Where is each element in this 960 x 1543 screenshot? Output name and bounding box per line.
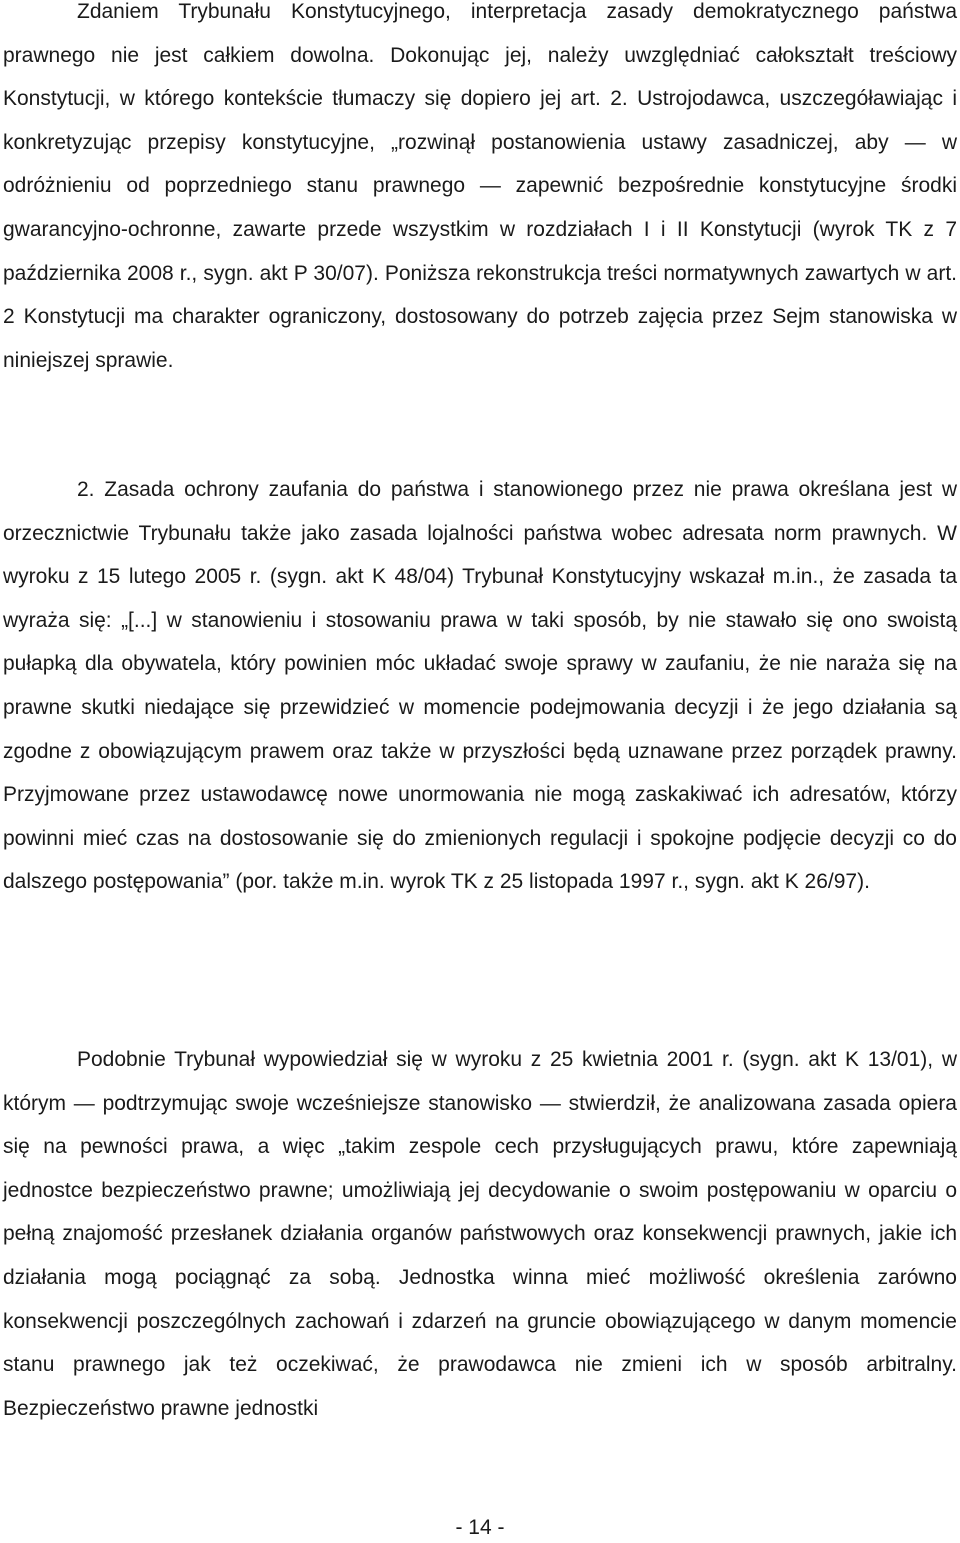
paragraph-legal-certainty: Podobnie Trybunał wypowiedział się w wyroku z 25 kwietnia 2001 r. (sygn. akt K 13/01), w którym — podtrzymując swoje wcześniejsze stanowisko — stwierdził, że analizowana zasada opiera się na pewności prawa, a więc „takim zespole cech przysługujących prawu, które zapewniają jednostce bezpieczeństwo prawne; umożliwiają jej decydowanie o swoim postępowaniu w oparciu o pełną znajomość przesłanek działania organów państwowych oraz konsekwencji prawnych, jakie ich działania mogą pociągnąć za sobą. Jednostka winna mieć możliwość określenia zarówno konsekwencji poszczególnych zachowań i zdarzeń na gruncie obowiązującego w danym momencie stanu prawnego jak też oczekiwać, że prawodawca nie zmieni ich w sposób arbitralny. Bezpieczeństwo prawne jednostki <box>3 1048 957 1420</box>
paragraph-trust-principle: 2. Zasada ochrony zaufania do państwa i stanowionego przez nie prawa określana jest w orzecznictwie Trybunału także jako zasada lojalności państwa wobec adresata norm prawnych. W wyroku z 15 lutego 2005 r. (sygn. akt K 48/04) Trybunał Konstytucyjny wskazał m.in., że zasada ta wyraża się: „[...] w stanowieniu i stosowaniu prawa w taki sposób, by nie stawało się ono swoistą pułapką dla obywatela, który powinien móc układać swoje sprawy w zaufaniu, że nie naraża się na prawne skutki niedające się przewidzieć w momencie podejmowania decyzji i że jego działania są zgodne z obowiązującym prawem oraz także w przyszłości będą uznawane przez porządek prawny. Przyjmowane przez ustawodawcę nowe unormowania nie mogą zaskakiwać ich adresatów, którzy powinni mieć czas na dostosowanie się do zmienionych regulacji i spokojne podjęcie decyzji co do dalszego postępowania” (por. także m.in. wyrok TK z 25 listopada 1997 r., sygn. akt K 26/97). <box>3 478 957 894</box>
page-number: - 14 - <box>455 1516 505 1539</box>
paragraph-constitutional-interpretation: Zdaniem Trybunału Konstytucyjnego, interpretacja zasady demokratycznego państwa prawnego nie jest całkiem dowolna. Dokonując jej, należy uwzględniać całokształt treściowy Konstytucji, w którego kontekście tłumaczy się dopiero jej art. 2. Ustrojodawca, uszczegóławiając i konkretyzując przepisy konstytucyjne, „rozwinął postanowienia ustawy zasadniczej, aby — w odróżnieniu od poprzedniego stanu prawnego — zapewnić bezpośrednie konstytucyjne środki gwarancyjno-ochronne, zawarte przede wszystkim w rozdziałach I i II Konstytucji (wyrok TK z 7 października 2008 r., sygn. akt P 30/07). Poniższa rekonstrukcja treści normatywnych zawartych w art. 2 Konstytucji ma charakter ograniczony, dostosowany do potrzeb zajęcia przez Sejm stanowiska w niniejszej sprawie. <box>3 0 957 372</box>
